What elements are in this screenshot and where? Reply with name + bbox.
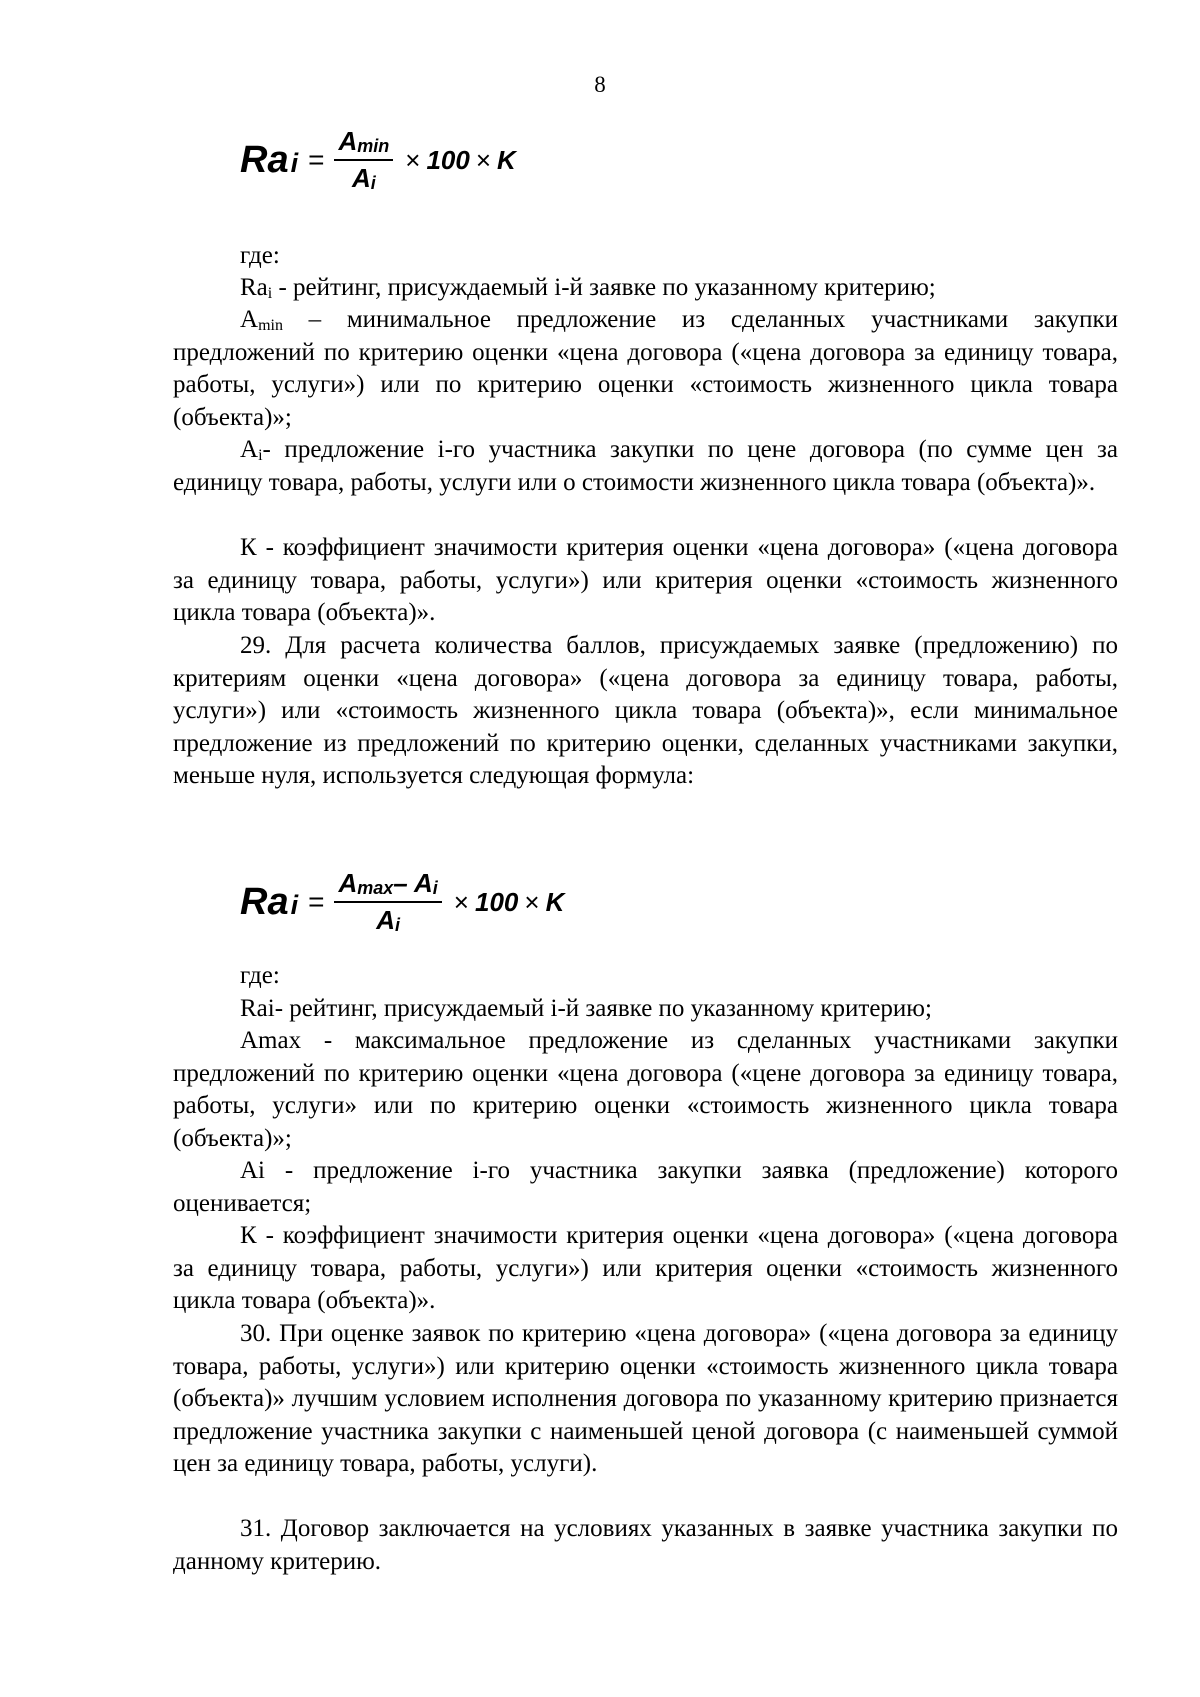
definition-amin: $A_{min}$ – минимальное предложение из сделанных участниками закупки предложений по критерию оценки «цена договора («цена договора за единицу товара, работы, услуги») или по критерию оценки «стоимость жизненного цикла товара (объекта)»; (173, 306, 1118, 431)
formula-rating-min (240, 126, 516, 194)
definition-k-2: К - коэффициент значимости критерия оценки «цена договора» («цена договора за единицу товара, работы, услуги») или критерия оценки «стоимость жизненного цикла товара (объекта)». (173, 1222, 1118, 1314)
definition-rai-2: Rai- рейтинг, присуждаемый i-й заявке по указанному критерию; (240, 995, 932, 1022)
formula-multipliers: × 100 × K (453, 886, 565, 917)
fraction-denominator: $A_i$ (351, 163, 376, 193)
formula-lhs: Rai (240, 880, 299, 923)
formula-equals: = (308, 144, 325, 175)
definition-rai: $Ra_i$ - рейтинг, присуждаемый i-й заявке по указанному критерию; (240, 274, 936, 302)
formula-fraction (334, 868, 441, 936)
where-label-2: где: (240, 962, 280, 989)
fraction-denominator: $A_i$ (376, 905, 401, 935)
paragraph-29: 29. Для расчета количества баллов, присуждаемых заявке (предложению) по критериям оценки «цена договора» («цена договора за единицу товара, работы, услуги») или «стоимость жизненного цикла товара (объекта)», если минимальное предложение из предложений по критерию оценки, сделанных участниками закупки, меньше нуля, используется следующая формула: (173, 632, 1118, 789)
where-label-1: где: (240, 242, 280, 269)
definition-ai: $A_i-$ предложение i-го участника закупки по цене договора (по сумме цен за единицу товара, работы, услуги или о стоимости жизненного цикла товара (объекта)». (173, 436, 1118, 496)
formula-fraction (334, 126, 393, 194)
definition-k-1: К - коэффициент значимости критерия оценки «цена договора» («цена договора за единицу товара, работы, услуги») или критерия оценки «стоимость жизненного цикла товара (объекта)». (173, 534, 1118, 626)
page-number: 8 (594, 72, 606, 97)
definition-amax: Amax - максимальное предложение из сделанных участниками закупки предложений по критерию оценки «цена договора («цене договора за единицу товара, работы, услуги» или по критерию оценки «стоимость жизненного цикла товара (объекта)»; (173, 1027, 1118, 1152)
paragraph-30: 30. При оценке заявок по критерию «цена договора» («цена договора за единицу товара, работы, услуги») или критерию оценки «стоимость жизненного цикла товара (объекта)» лучшим условием исполнения договора по указанному критерию признается предложение участника закупки с наименьшей ценой договора (с наименьшей суммой цен за единицу товара, работы, услуги). (173, 1320, 1118, 1477)
formula-multipliers: × 100 × K (405, 144, 516, 175)
formula-lhs: Rai (240, 138, 299, 181)
fraction-numerator: $A_{max}-$ $A_i$ (338, 868, 438, 898)
formula-equals: = (308, 886, 325, 917)
fraction-numerator: $A_{min}$ (338, 126, 390, 156)
paragraph-31: 31. Договор заключается на условиях указанных в заявке участника закупки по данному критерию. (173, 1515, 1118, 1575)
definition-ai-2: Ai - предложение i-го участника закупки заявка (предложение) которого оценивается; (173, 1157, 1118, 1217)
formula-rating-max (240, 868, 564, 936)
